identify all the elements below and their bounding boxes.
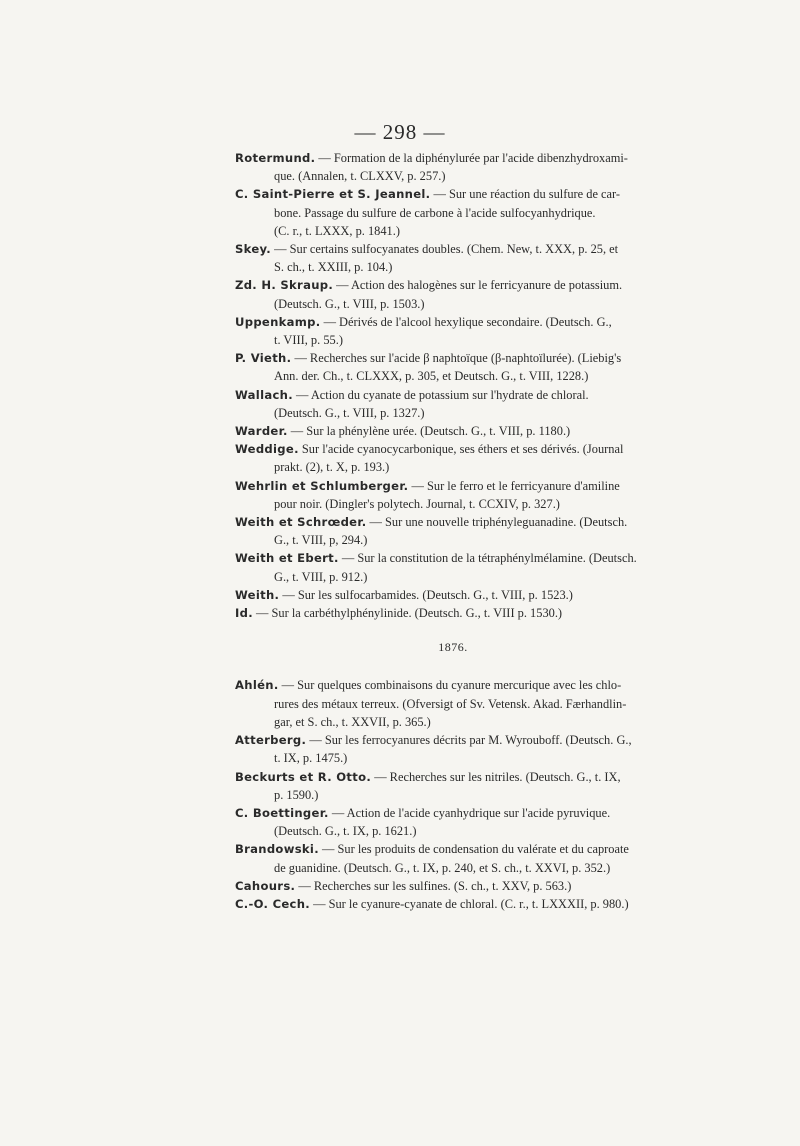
- entry-text: — Sur les ferrocyanures décrits par M. Wyrouboff. (Deutsch. G.,: [309, 733, 632, 748]
- bibliography-1876: [235, 676, 704, 913]
- entry-continuation-line: gar, et S. ch., t. XXVII, p. 365.): [274, 714, 431, 729]
- entry-first-line: [235, 895, 704, 913]
- entry-first-line: [235, 604, 704, 622]
- bibliography-entry: [235, 313, 704, 349]
- entry-author: Wehrlin et Schlumberger.: [235, 478, 409, 493]
- entry-text: — Formation de la diphénylurée par l'acide dibenzhydroxami-: [318, 151, 628, 165]
- entry-text: — Sur la carbéthylphénylinide. (Deutsch. G., t. VIII p. 1530.): [256, 606, 563, 621]
- entry-continuation-line: Ann. der. Ch., t. CLXXX, p. 305, et Deutsch. G., t. VIII, 1228.): [274, 369, 589, 384]
- bibliography-entry: [235, 477, 704, 513]
- entry-author: Weith et Ebert.: [235, 551, 339, 566]
- bibliography-entry: [235, 185, 704, 240]
- entry-author: P. Vieth.: [235, 351, 292, 366]
- entry-author: Skey.: [235, 242, 272, 257]
- entry-author: Rotermund.: [235, 151, 316, 165]
- bibliography-entry: [235, 549, 704, 585]
- entry-continuation-line: pour noir. (Dingler's polytech. Journal, t. CCXIV, p. 327.): [274, 496, 560, 511]
- bibliography-entry: [235, 731, 704, 767]
- page-number: — 298 —: [354, 120, 446, 144]
- entry-author: Uppenkamp.: [235, 314, 321, 329]
- bibliography-entry: [235, 513, 704, 549]
- bibliography-entry: [235, 422, 704, 440]
- entry-continuation-line: G., t. VIII, p. 912.): [274, 569, 368, 584]
- bibliography-entry: [235, 276, 704, 312]
- entry-first-line: [235, 768, 704, 786]
- entry-continuation-line: p. 1590.): [274, 787, 319, 802]
- entry-first-line: [235, 276, 704, 294]
- entry-continuation-line: bone. Passage du sulfure de carbone à l'acide sulfocyanhydrique.: [274, 205, 596, 220]
- entry-author: C. Boettinger.: [235, 805, 329, 820]
- entry-first-line: [235, 185, 704, 203]
- entry-author: Weith.: [235, 587, 280, 602]
- entry-text: — Sur le cyanure-cyanate de chloral. (C. r., t. LXXXII, p. 980.): [313, 896, 629, 911]
- entry-first-line: [235, 676, 704, 694]
- bibliography-entry: [235, 149, 704, 185]
- entry-text: — Action du cyanate de potassium sur l'hydrate de chloral.: [296, 387, 589, 402]
- entry-first-line: [235, 513, 704, 531]
- entry-text: — Recherches sur les sulfines. (S. ch., t. XXV, p. 563.): [298, 878, 572, 893]
- entry-author: Atterberg.: [235, 733, 307, 748]
- bibliography-entry: [235, 604, 704, 622]
- entry-first-line: [235, 240, 704, 258]
- entry-continuation-line: (Deutsch. G., t. IX, p. 1621.): [274, 824, 417, 839]
- entry-text: — Sur la phénylène urée. (Deutsch. G., t. VIII, p. 1180.): [290, 424, 571, 439]
- entry-first-line: [235, 586, 704, 604]
- entry-text: Sur l'acide cyanocycarbonique, ses éthers et ses dérivés. (Journal: [301, 442, 624, 457]
- entry-first-line: [235, 349, 704, 367]
- entry-first-line: [235, 877, 704, 895]
- bibliography-entry: [235, 349, 704, 385]
- entry-text: — Sur quelques combinaisons du cyanure mercurique avec les chlo-: [281, 678, 622, 693]
- entry-text: — Sur certains sulfocyanates doubles. (Chem. New, t. XXX, p. 25, et: [274, 242, 619, 257]
- entry-text: — Sur les sulfocarbamides. (Deutsch. G., t. VIII, p. 1523.): [282, 587, 573, 602]
- entry-first-line: [235, 422, 704, 440]
- entry-text: — Sur une nouvelle triphényleguanadine. (Deutsch.: [369, 515, 628, 530]
- entry-continuation-line: (Deutsch. G., t. VIII, p. 1503.): [274, 296, 425, 311]
- entry-first-line: [235, 313, 704, 331]
- entry-author: Zd. H. Skraup.: [235, 278, 334, 293]
- entry-text: — Sur les produits de condensation du valérate et du caproate: [322, 842, 629, 857]
- bibliography-entry: [235, 586, 704, 604]
- bibliography-entry: [235, 877, 704, 895]
- entry-author: Weddige.: [235, 442, 299, 457]
- entry-author: Brandowski.: [235, 842, 319, 857]
- entry-continuation-line: rures des métaux terreux. (Ofversigt of Sv. Vetensk. Akad. Færhandlin-: [274, 696, 627, 711]
- bibliography-entry: [235, 386, 704, 422]
- entry-author: Id.: [235, 606, 253, 621]
- entry-author: Beckurts et R. Otto.: [235, 769, 372, 784]
- bibliography-entry: [235, 895, 704, 913]
- entry-author: Cahours.: [235, 878, 296, 893]
- entry-author: C. Saint-Pierre et S. Jeannel.: [235, 187, 431, 202]
- entry-continuation-line: t. VIII, p. 55.): [274, 333, 343, 348]
- bibliography-1875: [235, 149, 704, 622]
- bibliography-entry: [235, 440, 704, 476]
- entry-text: — Recherches sur l'acide β naphtoïque (β-naphtoïlurée). (Liebig's: [294, 351, 622, 366]
- entry-continuation-line: de guanidine. (Deutsch. G., t. IX, p. 240, et S. ch., t. XXVI, p. 352.): [274, 860, 611, 875]
- entry-author: Weith et Schrœder.: [235, 515, 367, 530]
- entry-first-line: [235, 804, 704, 822]
- entry-author: Ahlén.: [235, 678, 279, 693]
- entry-text: — Sur le ferro et le ferricyanure d'amiline: [411, 478, 620, 493]
- entry-text: — Action de l'acide cyanhydrique sur l'acide pyruvique.: [331, 805, 611, 820]
- year-heading: 1876.: [438, 640, 468, 655]
- entry-first-line: [235, 386, 704, 404]
- entry-author: C.-O. Cech.: [235, 896, 310, 911]
- entry-first-line: [235, 549, 704, 567]
- entry-author: Warder.: [235, 424, 288, 439]
- entry-continuation-line: S. ch., t. XXIII, p. 104.): [274, 260, 393, 275]
- entry-text: — Dérivés de l'alcool hexylique secondaire. (Deutsch. G.,: [323, 314, 612, 329]
- entry-continuation-line: (C. r., t. LXXX, p. 1841.): [274, 223, 400, 238]
- entry-first-line: [235, 840, 704, 858]
- entry-continuation-line: (Deutsch. G., t. VIII, p. 1327.): [274, 405, 425, 420]
- entry-first-line: [235, 149, 704, 167]
- entry-text: — Sur la constitution de la tétraphénylmélamine. (Deutsch.: [341, 551, 637, 566]
- entry-text: — Action des halogènes sur le ferricyanure de potassium.: [336, 278, 623, 293]
- bibliography-entry: [235, 676, 704, 731]
- entry-first-line: [235, 731, 704, 749]
- bibliography-entry: [235, 768, 704, 804]
- entry-first-line: [235, 440, 704, 458]
- entry-continuation-line: que. (Annalen, t. CLXXV, p. 257.): [274, 169, 446, 184]
- entry-text: — Recherches sur les nitriles. (Deutsch. G., t. IX,: [374, 769, 621, 784]
- body-text: [235, 149, 704, 913]
- entry-continuation-line: prakt. (2), t. X, p. 193.): [274, 460, 390, 475]
- entry-continuation-line: G., t. VIII, p, 294.): [274, 533, 368, 548]
- bibliography-entry: [235, 240, 704, 276]
- entry-text: — Sur une réaction du sulfure de car-: [433, 187, 621, 202]
- entry-author: Wallach.: [235, 387, 293, 402]
- bibliography-entry: [235, 840, 704, 876]
- bibliography-entry: [235, 804, 704, 840]
- entry-first-line: [235, 477, 704, 495]
- entry-continuation-line: t. IX, p. 1475.): [274, 751, 348, 766]
